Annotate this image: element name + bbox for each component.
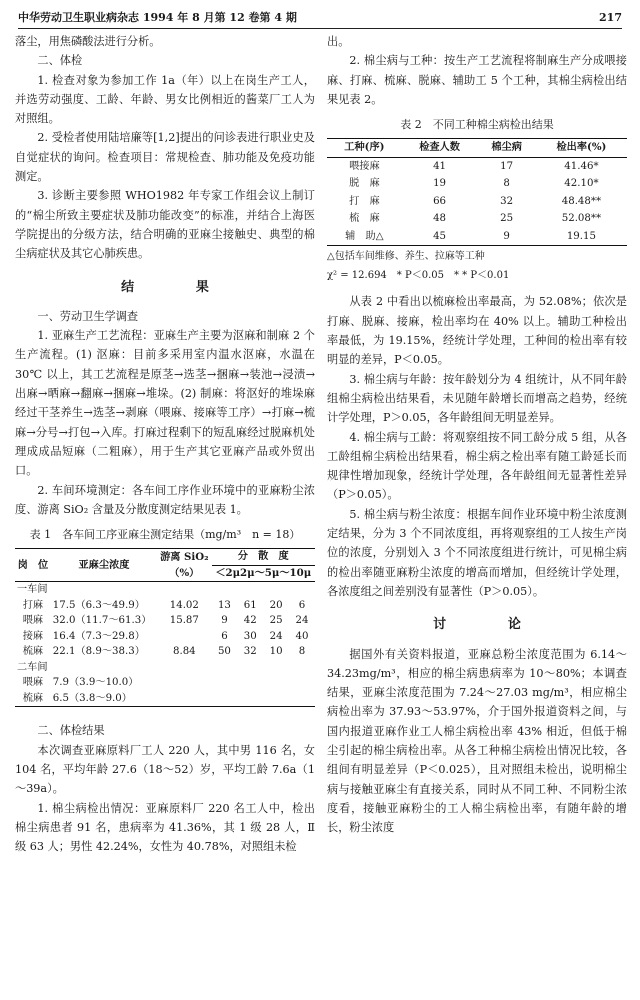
table-row xyxy=(327,228,627,246)
journal-title: 中华劳动卫生职业病杂志 1994 年 8 月第 12 卷第 4 期 xyxy=(18,11,297,24)
table-cell: 喂接麻 xyxy=(349,160,380,172)
table-cell: 19.15 xyxy=(566,230,596,242)
table1-header-position: 岗 位 xyxy=(17,558,49,571)
table-cell: 6.5（3.8～9.0） xyxy=(52,692,132,704)
running-header xyxy=(18,6,622,29)
table-cell: 42.10* xyxy=(564,178,599,190)
paragraph: 4. 棉尘病与工龄：将观察组按不同工龄分成 5 组，从各工龄组棉尘病检出结果看，棉尘病之检出率有随工龄延长而规律性增加现象，经统计学处理，各年龄组间无显著性差异（P＞0.05）。 xyxy=(327,430,627,502)
table-cell xyxy=(157,675,315,691)
table1 xyxy=(15,548,315,707)
table-cell xyxy=(157,691,315,707)
table-row xyxy=(15,629,315,645)
table-cell: 6 xyxy=(298,599,306,611)
table-row-group xyxy=(15,660,315,676)
table-cell: 17.5（6.3～49.9） xyxy=(52,599,145,611)
table-cell: 9 xyxy=(503,230,510,242)
table-cell: 打麻 xyxy=(22,599,44,611)
paragraph: 从表 2 中看出以梳麻检出率最高，为 52.08%；依次是打麻、脱麻、接麻，检出率均在 40% 以上。辅助工种检出率最低，为 19.15%，经统计学处理，工种间的检出率有较明显的差异，P＜0.05。 xyxy=(327,295,627,367)
table-cell: 24 xyxy=(295,615,309,627)
table-cell: 脱 麻 xyxy=(349,178,380,190)
table-cell: 32 xyxy=(243,646,257,658)
table-cell: 24 xyxy=(269,630,283,642)
table-cell: 41 xyxy=(433,160,447,172)
table1-group-name: 一车间 xyxy=(17,584,48,596)
table-cell: 8 xyxy=(298,646,306,658)
table-cell: 61 xyxy=(243,599,257,611)
table-row xyxy=(15,644,315,660)
table-row xyxy=(15,598,315,614)
table1-group-name: 二车间 xyxy=(17,661,48,673)
table-cell: 40 xyxy=(295,630,309,642)
table-cell: 9 xyxy=(221,615,228,627)
table-cell: 19 xyxy=(433,178,447,190)
paragraph: 1. 检查对象为参加工作 1a（年）以上在岗生产工人，并选劳动强度、工龄、年龄、男女比例相近的酱菜厂工人为对照组。 xyxy=(15,73,315,126)
table-cell: 32.0（11.7～61.3） xyxy=(52,615,152,627)
subheading-labor: 一、劳动卫生学调查 xyxy=(37,309,139,323)
table-cell: 10 xyxy=(269,646,283,658)
table1-header-dispersion-sub: ＜2μ2μ～5μ～10μ xyxy=(215,566,312,579)
table-row xyxy=(327,175,627,193)
table2-stat-note: χ² = 12.694 * P＜0.05 * * P＜0.01 xyxy=(327,270,510,282)
table-cell: 15.87 xyxy=(169,615,199,627)
table2-header: 检查人数 xyxy=(419,141,460,154)
table-cell xyxy=(157,629,211,645)
table2-header: 棉尘病 xyxy=(491,141,522,154)
table-cell: 20 xyxy=(269,599,283,611)
table1-caption: 表 1 各车间工序亚麻尘测定结果（mg/m³ n = 18） xyxy=(29,528,301,542)
right-column xyxy=(327,32,627,838)
table-cell: 22.1（8.9～38.3） xyxy=(52,646,145,658)
table-row xyxy=(327,210,627,228)
table-cell: 25 xyxy=(500,213,514,225)
table-cell: 打 麻 xyxy=(349,195,380,207)
table1-header-sio2-unit: （%） xyxy=(169,566,200,579)
table-cell: 66 xyxy=(433,195,447,207)
table-cell: 48.48** xyxy=(561,195,602,207)
table-row xyxy=(327,193,627,211)
paragraph: 3. 诊断主要参照 WHO1982 年专家工作组会议上制订的“棉尘所致主要症状及肺功能改变”的标准，并结合上海医学院提出的分级方法，结合明确的亚麻尘接触史、典型的棉尘病症状及其它心肺疾患。 xyxy=(15,189,315,261)
paragraph: 1. 亚麻生产工艺流程：亚麻生产主要为沤麻和制麻 2 个生产流程。(1) 沤麻：目前多采用室内温水沤麻，水温在 30℃ 以上，其工艺流程是原茎→选茎→捆麻→装池→浸渍→出麻→晒麻→翻麻→捆麻→堆垛。(2) 制麻：将沤好的堆垛麻经过干茎养生→选茎→剥麻（喂麻、接麻等工序）→打麻→梳麻→分号→打包→入库。打麻过程剩下的短乱麻经过脱麻机处理成成品短麻（二粗麻），用于生产其它亚麻产品或外贸出口。 xyxy=(15,329,315,478)
table-cell: 45 xyxy=(433,230,447,242)
section-title-discussion: 讨 论 xyxy=(433,617,550,633)
left-column xyxy=(15,32,315,857)
table2-note: △包括车间维修、养生、拉麻等工种 xyxy=(327,251,485,263)
table2-header: 工种(序) xyxy=(344,141,385,154)
table1-header-dust: 亚麻尘浓度 xyxy=(78,558,130,571)
table-cell: 喂麻 xyxy=(22,677,44,689)
table-cell: 6 xyxy=(221,630,228,642)
table-cell: 50 xyxy=(217,646,231,658)
table1-header-dispersion: 分 散 度 xyxy=(212,549,315,566)
subheading-exam-results: 二、体检结果 xyxy=(37,724,105,738)
table-cell: 41.46* xyxy=(564,160,599,172)
paragraph: 据国外有关资料报道，亚麻总粉尘浓度范围为 6.14～34.23mg/m³，相应的棉尘病患病率为 10～80%；本调查结果，亚麻尘浓度范围为 7.24～27.03 mg/m³，相应棉尘病检出率为 37.93～53.97%，介于国外报道资料之间，与国内报道亚麻作业工人棉尘病检出率 43% 相近，但低于棉尘引起的棉尘病检出率。从各工种棉尘病检出情况比较，各组间有明显差异（P＜0.025），且对照组未检出，说明棉尘病与接触亚麻尘有直接关系，同时从不同工种、不同粉尘浓度看，接触亚麻粉尘的工人棉尘病检出率，有随年龄的增长，粉尘浓度 xyxy=(327,647,627,835)
paragraph: 落尘，用焦磷酸法进行分析。 xyxy=(15,35,161,48)
table-cell: 7.9（3.9～10.0） xyxy=(52,677,139,689)
table-cell: 48 xyxy=(433,213,447,225)
table-cell: 30 xyxy=(243,630,257,642)
paragraph: 2. 车间环境测定：各车间工序作业环境中的亚麻粉尘浓度、游离 SiO₂ 含量及分散度测定结果见表 1。 xyxy=(15,483,315,516)
paragraph: 3. 棉尘病与年龄：按年龄划分为 4 组统计，从不同年龄组棉尘病检出结果看，未见随年龄增长而增高之趋势，经统计学处理，P＞0.05，各年龄组间无明显差异。 xyxy=(327,372,627,425)
table2 xyxy=(327,138,627,246)
table-cell: 接麻 xyxy=(22,630,44,642)
table-cell: 14.02 xyxy=(169,599,199,611)
table-cell: 16.4（7.3～29.8） xyxy=(52,630,145,642)
table2-caption: 表 2 不同工种棉尘病检出结果 xyxy=(400,118,554,132)
table-cell: 梳麻 xyxy=(22,692,44,704)
paragraph: 5. 棉尘病与粉尘浓度：根据车间作业环境中粉尘浓度测定结果，分为 3 个不同浓度组，再将观察组的工人按生产岗位的浓度，分别划入 3 个不同浓度组进行统计，可见棉尘病的检出率随亚麻粉尘浓度的增高而增加，但经统计学处理，各浓度组之间差别没有显著性（P＞0.05）。 xyxy=(327,507,627,598)
table-row-group xyxy=(15,582,315,598)
table-cell: 喂麻 xyxy=(22,615,44,627)
table-cell: 42 xyxy=(243,615,257,627)
table1-header-sio2: 游离 SiO₂ xyxy=(160,550,209,563)
table-row xyxy=(15,613,315,629)
table-cell: 17 xyxy=(500,160,514,172)
table-cell: 8.84 xyxy=(172,646,196,658)
table2-header: 检出率(%) xyxy=(556,141,607,154)
table-cell: 辅 助△ xyxy=(345,230,384,242)
section-title-results: 结 果 xyxy=(121,279,238,295)
paragraph: 本次调查亚麻原料厂工人 220 人，其中男 116 名，女 104 名，平均年龄 27.6（18～52）岁，平均工龄 7.6a（1～39a）。 xyxy=(15,743,315,796)
table-cell: 25 xyxy=(269,615,283,627)
paragraph: 出。 xyxy=(327,35,350,48)
table-row xyxy=(15,675,315,691)
table-cell: 32 xyxy=(500,195,514,207)
table-row xyxy=(327,157,627,175)
table-row xyxy=(15,691,315,707)
page-number: 217 xyxy=(599,10,622,24)
table-cell: 52.08** xyxy=(561,213,602,225)
paragraph: 2. 受检者使用陆培廉等[1,2]提出的问诊表进行职业史及自觉症状的询问。检查项目：常规检查、肺功能及免疫功能测定。 xyxy=(15,131,315,184)
table-cell: 梳 麻 xyxy=(349,213,380,225)
table-cell: 8 xyxy=(503,178,510,190)
subheading-exam: 二、体检 xyxy=(37,54,83,68)
table-cell: 梳麻 xyxy=(22,646,44,658)
paragraph: 2. 棉尘病与工种：按生产工艺流程将制麻生产分成喂接麻、打麻、梳麻、脱麻、辅助工 5 个工种，其棉尘病检出结果见表 2。 xyxy=(327,54,627,106)
paragraph: 1. 棉尘病检出情况：亚麻原料厂 220 名工人中，检出棉尘病患者 91 名，患病率为 41.36%，其 1 级 28 人，Ⅱ级 63 人；男性 42.24%，女性为 40.78%，对照组未检 xyxy=(15,801,315,854)
table-cell: 13 xyxy=(217,599,231,611)
